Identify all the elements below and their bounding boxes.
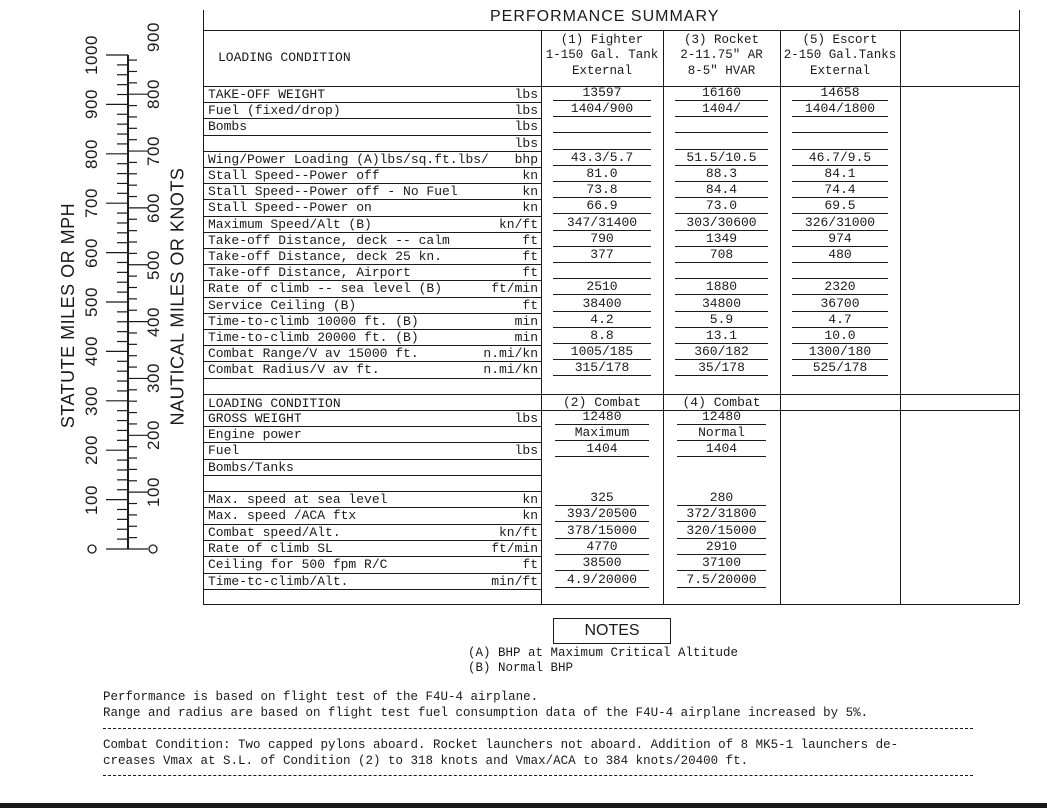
nautical-tick-label: 900 — [143, 22, 163, 53]
row-value: 377 — [590, 247, 614, 262]
row-value: 10.0 — [824, 328, 856, 343]
divider-dashed — [103, 775, 973, 776]
row-value: 1404/900 — [570, 101, 634, 117]
row-unit: kn — [522, 200, 538, 216]
row-label: Fuel (fixed/drop) — [208, 103, 341, 119]
notes-heading: NOTES — [553, 618, 671, 644]
loading-condition-label: LOADING CONDITION — [218, 50, 351, 65]
row-value: 14658 — [820, 85, 860, 100]
table-border-bottom — [203, 604, 1019, 605]
row-label: Maximum Speed/Alt (B) — [208, 216, 372, 232]
row-value: 378/15000 — [566, 522, 638, 538]
row-unit: n.mi/kn — [483, 362, 538, 378]
row-divider — [203, 475, 541, 476]
note-paragraph-1: Performance is based on flight test of the F4U-4 airplane. — [103, 690, 539, 704]
row-unit: lbs — [514, 443, 538, 459]
row-value: 51.5/10.5 — [686, 149, 757, 165]
row-label: Time-tc-climb/Alt. — [208, 573, 349, 589]
column-header-line2: 2-11.75" AR — [680, 48, 763, 62]
column-header-line1: (5) Escort — [802, 33, 878, 47]
column-divider — [900, 30, 901, 604]
statute-scale-label: STATUTE MILES OR MPH — [57, 202, 78, 428]
row-label: Time-to-climb 20000 ft. (B) — [208, 330, 419, 345]
row-value: 38500 — [582, 555, 622, 571]
row-value: 320/15000 — [686, 522, 757, 538]
column-header: (2) Combat — [562, 394, 641, 410]
row-unit: ft/min — [491, 541, 538, 556]
nautical-tick-label: 100 — [143, 477, 163, 508]
row-unit: kn/ft — [498, 216, 538, 232]
row-unit: min/ft — [491, 573, 538, 589]
nautical-tick-label: 400 — [143, 306, 163, 337]
row-value: 13.1 — [705, 328, 738, 343]
value-underline — [675, 375, 768, 376]
column-header-line1: (1) Fighter — [560, 33, 644, 47]
value-underline — [553, 375, 651, 376]
row-value: 88.3 — [705, 166, 738, 181]
column-header-line3: External — [571, 64, 632, 78]
row-label: GROSS WEIGHT — [208, 410, 302, 426]
row-value: 73.8 — [586, 182, 618, 198]
row-value: 2910 — [705, 539, 738, 554]
row-value: 13597 — [582, 85, 622, 100]
row-value: 525/178 — [812, 360, 868, 376]
row-unit: ft — [522, 297, 538, 313]
row-label: Service Ceiling (B) — [208, 297, 357, 313]
row-unit: n.mi/kn — [483, 346, 538, 362]
row-value: 8.8 — [590, 328, 614, 343]
statute-tick-label: 300 — [81, 385, 101, 416]
row-value: 280 — [709, 490, 734, 506]
table-border-right — [1019, 10, 1020, 604]
column-header-line3: 8-5" HVAR — [687, 64, 756, 78]
statute-tick-label: 500 — [81, 287, 101, 317]
row-value: 325 — [590, 490, 614, 506]
row-value: 7.5/20000 — [686, 571, 757, 587]
row-label: Ceiling for 500 fpm R/C — [208, 557, 388, 573]
row-value: Maximum — [574, 424, 630, 440]
column-header-line2: 2-150 Gal.Tanks — [783, 48, 897, 62]
row-label: Fuel — [208, 443, 240, 459]
note-paragraph-3: Combat Condition: Two capped pylons aboard. Rocket launchers not aboard. Addition of 8 MK5-1 launchers de- — [103, 738, 899, 752]
row-value: 16160 — [701, 85, 741, 100]
value-underline — [555, 456, 649, 457]
row-value: 1349 — [705, 230, 738, 246]
row-value: 315/178 — [574, 360, 630, 376]
row-value: 12480 — [701, 408, 741, 424]
column-header-line3: External — [809, 64, 870, 78]
row-value: 74.4 — [824, 182, 856, 198]
value-underline — [675, 132, 768, 133]
statute-tick-label: 900 — [81, 89, 101, 120]
nautical-tick-label: 500 — [143, 249, 163, 280]
row-label: Take-off Distance, deck -- calm — [208, 232, 450, 248]
row-label: Combat Range/V av 15000 ft. — [208, 346, 419, 362]
row-value: 4770 — [586, 539, 618, 554]
row-value: 4.9/20000 — [566, 571, 638, 587]
row-label: Max. speed at sea level — [208, 492, 388, 508]
row-value: 1404/1800 — [804, 101, 876, 117]
row-label: Max. speed /ACA ftx — [208, 508, 357, 524]
row-value: 1005/185 — [570, 344, 634, 360]
row-value: 38400 — [582, 295, 622, 311]
row-value: 347/31400 — [566, 214, 638, 230]
note-paragraph-2: Range and radius are based on flight test fuel consumption data of the F4U-4 airplane increased by 5%. — [103, 706, 869, 720]
row-unit: ft — [522, 249, 538, 264]
row-divider — [203, 378, 541, 379]
row-unit: kn — [522, 508, 538, 524]
row-divider — [203, 589, 541, 590]
nautical-tick-label: 300 — [143, 363, 163, 394]
row-unit: ft — [522, 232, 538, 248]
page-bottom-edge — [0, 803, 1047, 808]
value-underline — [675, 262, 768, 263]
column-header: (4) Combat — [682, 394, 761, 410]
statute-tick-label: 1000 — [81, 35, 101, 75]
value-underline — [555, 587, 649, 588]
nautical-tick-label: 700 — [143, 136, 163, 166]
row-unit: ft/min — [491, 281, 538, 297]
value-underline — [677, 456, 766, 457]
loading-condition-label: LOADING CONDITION — [208, 395, 341, 411]
row-value: 46.7/9.5 — [808, 149, 872, 165]
note-a: (A) BHP at Maximum Critical Altitude — [468, 646, 739, 660]
nautical-tick-label: 600 — [143, 192, 163, 223]
row-label: Bombs/Tanks — [208, 459, 294, 475]
row-value: 66.9 — [586, 198, 618, 214]
row-value: 2510 — [586, 279, 618, 295]
row-value: 303/30600 — [686, 214, 757, 230]
divider-dashed — [103, 728, 973, 729]
row-label: TAKE-OFF WEIGHT — [208, 87, 326, 102]
row-label: Wing/Power Loading (A)lbs/sq.ft.lbs/ — [208, 151, 489, 167]
note-b: (B) Normal BHP — [468, 661, 574, 675]
column-header-line1: (3) Rocket — [683, 33, 759, 47]
row-value: 1404 — [705, 441, 738, 457]
value-underline — [792, 116, 888, 117]
nautical-zero-marker — [149, 545, 157, 553]
row-label: Stall Speed--Power off - No Fuel — [208, 184, 458, 200]
value-underline — [792, 132, 888, 133]
value-underline — [553, 262, 651, 263]
nautical-tick-label: 800 — [143, 79, 163, 110]
row-label: Time-to-climb 10000 ft. (B) — [208, 313, 419, 329]
column-header-line2: 1-150 Gal. Tank — [545, 48, 659, 62]
row-unit: ft — [522, 265, 538, 281]
row-value: 2320 — [824, 279, 856, 295]
row-unit: min — [514, 313, 538, 329]
row-unit: min — [514, 330, 538, 345]
row-value: 84.1 — [824, 166, 856, 181]
value-underline — [675, 116, 768, 117]
value-underline — [553, 116, 651, 117]
row-unit: lbs — [514, 135, 538, 151]
row-value: 34800 — [701, 295, 741, 311]
row-value: 708 — [709, 247, 734, 262]
row-value: 81.0 — [586, 166, 618, 181]
row-value: 35/178 — [698, 360, 745, 376]
row-value: 12480 — [582, 408, 622, 424]
row-value: 360/182 — [694, 344, 749, 360]
row-unit: lbs — [514, 103, 538, 119]
statute-zero-marker — [88, 545, 96, 553]
statute-tick-label: 800 — [81, 138, 101, 169]
row-unit: kn — [522, 168, 538, 183]
row-value: 73.0 — [705, 198, 738, 214]
row-value: 790 — [590, 230, 614, 246]
row-value: 1404 — [586, 441, 618, 457]
table-border-left — [203, 10, 204, 604]
row-value: 1404/ — [701, 101, 741, 117]
row-value: 372/31800 — [686, 506, 757, 522]
row-value: 1300/180 — [808, 344, 872, 360]
row-label: Stall Speed--Power off — [208, 168, 380, 183]
note-paragraph-4: creases Vmax at S.L. of Condition (2) to 318 knots and Vmax/ACA to 384 knots/20400 ft. — [103, 754, 749, 768]
row-value: 5.9 — [709, 311, 734, 327]
row-unit: bhp — [514, 151, 538, 167]
row-value: 36700 — [820, 295, 860, 311]
row-value: 37100 — [701, 555, 741, 571]
row-label: Engine power — [208, 426, 302, 442]
row-unit: kn — [522, 184, 538, 200]
table-border-top — [203, 30, 1019, 31]
row-label: Bombs — [208, 119, 248, 135]
row-label: Rate of climb SL — [208, 541, 333, 556]
row-unit: lbs — [514, 410, 538, 426]
row-unit: lbs — [514, 119, 538, 135]
row-value: 4.2 — [590, 311, 614, 327]
value-underline — [553, 132, 651, 133]
row-value: 43.3/5.7 — [570, 149, 634, 165]
row-label: Combat Radius/V av ft. — [208, 362, 380, 378]
statute-tick-label: 200 — [81, 435, 101, 466]
nautical-scale-label: NAUTICAL MILES OR KNOTS — [167, 167, 188, 425]
row-value: 974 — [828, 230, 852, 246]
row-unit: kn — [522, 492, 538, 508]
row-value: 480 — [828, 247, 852, 262]
row-label: Stall Speed--Power on — [208, 200, 372, 216]
row-unit: kn/ft — [498, 524, 538, 540]
statute-tick-label: 400 — [81, 336, 101, 367]
row-label: Combat speed/Alt. — [208, 524, 341, 540]
row-label: Take-off Distance, deck 25 kn. — [208, 249, 443, 264]
value-underline — [792, 375, 888, 376]
row-value: 326/31000 — [804, 214, 876, 230]
row-value: 69.5 — [824, 198, 856, 214]
row-value: 393/20500 — [566, 506, 638, 522]
row-value: 4.7 — [828, 311, 852, 327]
row-label: Rate of climb -- sea level (B) — [208, 281, 443, 297]
nautical-tick-label: 200 — [143, 420, 163, 451]
statute-tick-label: 100 — [81, 484, 101, 515]
row-value: 1880 — [705, 279, 738, 295]
value-underline — [792, 262, 888, 263]
page-title: PERFORMANCE SUMMARY — [490, 8, 720, 25]
row-label: Take-off Distance, Airport — [208, 265, 411, 281]
row-value: 84.4 — [705, 182, 738, 198]
statute-tick-label: 700 — [81, 188, 101, 219]
row-unit: lbs — [514, 87, 538, 102]
statute-tick-label: 600 — [81, 237, 101, 268]
value-underline — [677, 587, 766, 588]
row-value: Normal — [698, 424, 745, 440]
row-unit: ft — [522, 557, 538, 573]
